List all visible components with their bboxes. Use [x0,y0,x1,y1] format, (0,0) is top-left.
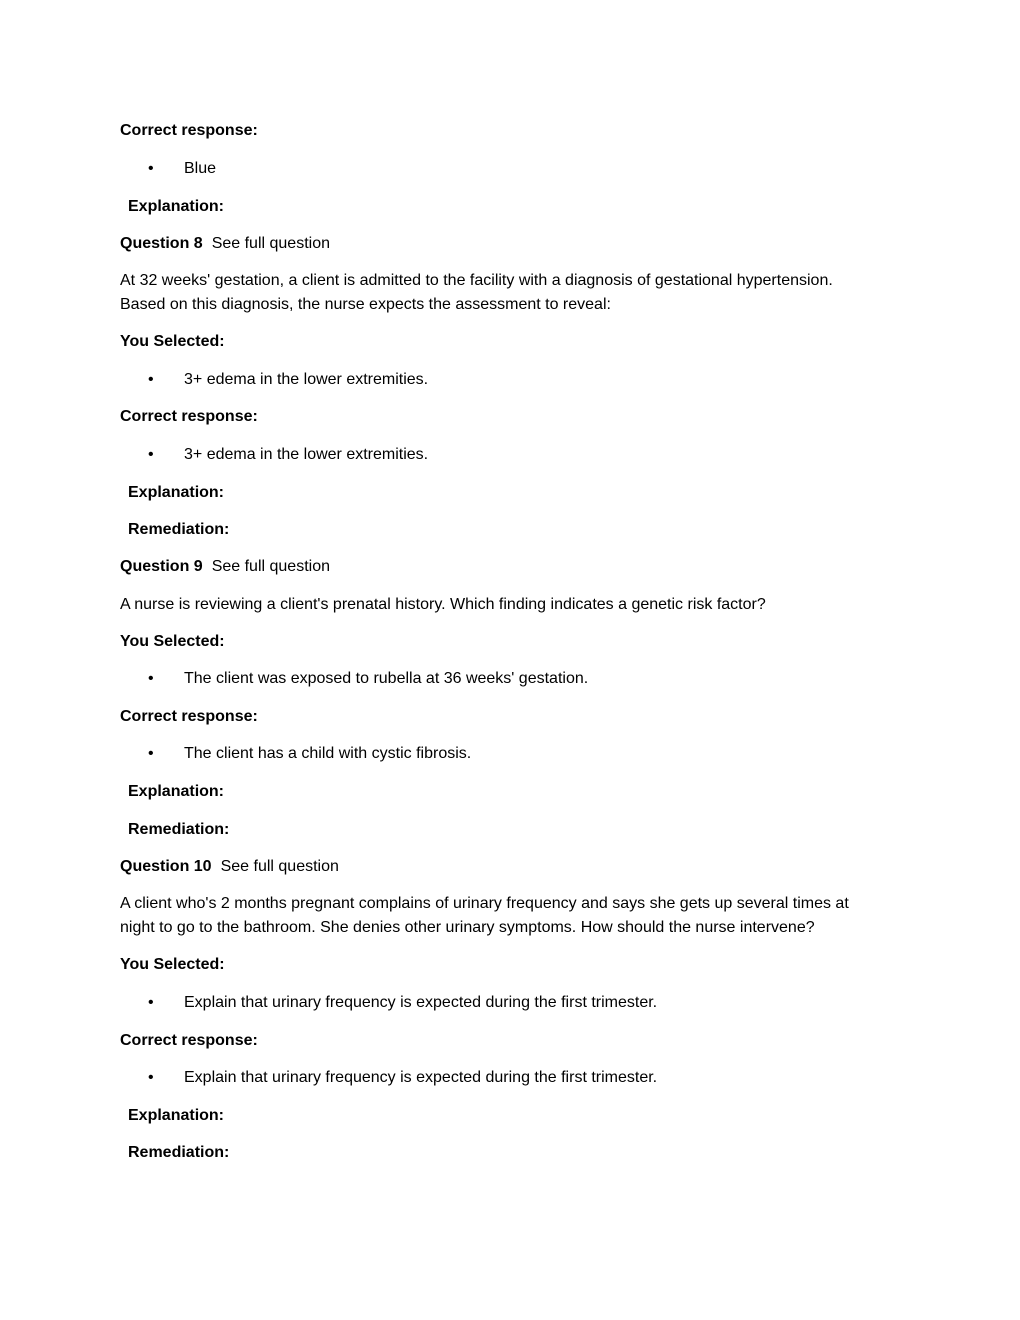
bullet-icon: • [148,745,154,762]
remediation-label: Remediation: [128,1144,230,1161]
question-number: Question 9 [120,558,203,575]
you-selected-label: You Selected: [120,633,225,650]
bullet-icon: • [148,446,154,463]
bullet-icon: • [148,160,154,177]
explanation-label: Explanation: [128,484,225,501]
answer-text: The client has a child with cystic fibrosis. [184,745,472,762]
correct-response-label: Correct response: [120,122,258,139]
question-heading [120,855,910,879]
see-full-question-link[interactable]: See full question [220,858,339,875]
question-text-line: A client who's 2 months pregnant complains of urinary frequency and says she gets up several times at [120,895,849,912]
answer-text: 3+ edema in the lower extremities. [184,371,429,388]
correct-response-label: Correct response: [120,1032,258,1049]
question-number: Question 10 [120,858,212,875]
question-text-line: night to go to the bathroom. She denies other urinary symptoms. How should the nurse intervene? [120,919,815,936]
question-text-line: A nurse is reviewing a client's prenatal history. Which finding indicates a genetic risk factor? [120,596,766,613]
see-full-question-link[interactable]: See full question [211,235,330,252]
bullet-icon: • [148,994,154,1011]
explanation-label: Explanation: [128,783,225,800]
question-heading [120,232,910,256]
question-number: Question 8 [120,235,203,252]
answer-text: Explain that urinary frequency is expected during the first trimester. [184,994,658,1011]
see-full-question-link[interactable]: See full question [211,558,330,575]
question-text-line: At 32 weeks' gestation, a client is admitted to the facility with a diagnosis of gestational hypertension. [120,272,833,289]
you-selected-label: You Selected: [120,956,225,973]
answer-text: The client was exposed to rubella at 36 weeks' gestation. [184,670,589,687]
answer-text: Explain that urinary frequency is expected during the first trimester. [184,1069,658,1086]
answer-text: 3+ edema in the lower extremities. [184,446,429,463]
you-selected-label: You Selected: [120,333,225,350]
remediation-label: Remediation: [128,821,230,838]
question-heading [120,555,910,579]
correct-response-label: Correct response: [120,408,258,425]
answer-text: Blue [184,160,217,177]
remediation-label: Remediation: [128,521,230,538]
bullet-icon: • [148,1069,154,1086]
explanation-label: Explanation: [128,1107,225,1124]
explanation-label: Explanation: [128,198,225,215]
question-text-line: Based on this diagnosis, the nurse expects the assessment to reveal: [120,296,611,313]
bullet-icon: • [148,371,154,388]
bullet-icon: • [148,670,154,687]
correct-response-label: Correct response: [120,708,258,725]
